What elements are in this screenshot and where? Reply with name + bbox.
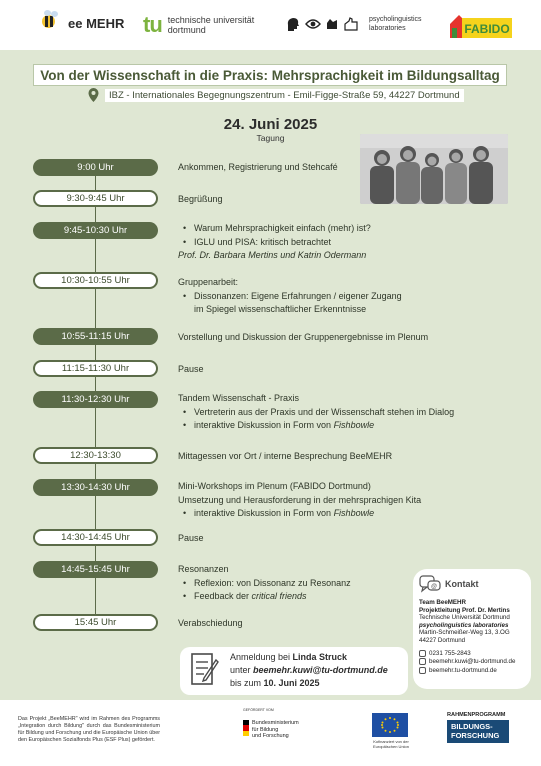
agenda-entry — [178, 222, 371, 263]
contact-lead: Projektleitung Prof. Dr. Mertins — [419, 606, 510, 614]
registration-text — [230, 651, 388, 690]
agenda-entry — [178, 617, 243, 631]
entry-text: Begrüßung — [178, 194, 223, 204]
time-slot — [33, 222, 158, 239]
location-pin-icon — [88, 88, 99, 102]
location — [88, 87, 464, 103]
time-label: 11:15-11:30 Uhr — [61, 363, 130, 374]
entry-title: Mini-Workshops im Plenum (FABIDO Dortmund) — [178, 481, 371, 491]
agenda-entry — [178, 450, 392, 464]
contact-card — [413, 569, 531, 689]
registration-form-icon — [190, 650, 220, 690]
time-label: 14:45-15:45 Uhr — [61, 564, 130, 575]
time-label: 10:55-11:15 Uhr — [61, 331, 130, 342]
entry-bullet — [178, 419, 454, 433]
tu-dortmund-logo — [143, 14, 254, 36]
entry-text: Vorstellung und Diskussion der Gruppenergebnisse im Plenum — [178, 332, 429, 342]
entry-text: Pause — [178, 533, 204, 543]
bullet-text: Feedback der — [194, 591, 252, 601]
fabido-logo — [450, 12, 512, 38]
time-label: 9:45-10:30 Uhr — [63, 225, 128, 236]
email-icon — [419, 658, 426, 665]
entry-title: Resonanzen — [178, 564, 229, 574]
entry-bullet: • Reflexion: von Dissonanz zu Resonanz — [178, 577, 351, 591]
head-profile-icon — [285, 16, 301, 32]
time-label: 12:30-13:30 — [70, 450, 121, 461]
contact-chat-icon — [419, 575, 441, 593]
time-label: 9:30-9:45 Uhr — [66, 193, 125, 204]
time-label: 10:30-10:55 Uhr — [61, 275, 130, 286]
contact-city: 44227 Dortmund — [419, 636, 466, 644]
agenda-entry — [178, 193, 223, 207]
entry-bullet: • IGLU und PISA: kritisch betrachtet — [178, 236, 371, 250]
contact-uni: Technische Universität Dortmund — [419, 614, 510, 622]
time-slot — [33, 328, 158, 345]
agenda-entry — [178, 480, 421, 521]
entry-text: Verabschiedung — [178, 618, 243, 628]
registration-line1: Anmeldung bei — [230, 652, 293, 662]
page-title: Von der Wissenschaft in die Praxis: Mehrsprachigkeit im Bildungsalltag — [40, 67, 500, 83]
title-banner — [33, 64, 507, 86]
event-date: 24. Juni 2025 — [223, 116, 318, 133]
registration-deadline: 10. Juni 2025 — [263, 678, 320, 688]
agenda-entry — [178, 276, 402, 317]
contact-email[interactable]: beemehr.kuwi@tu-dortmund.de — [429, 658, 516, 666]
agenda-entry — [178, 363, 204, 377]
time-slot — [33, 391, 158, 408]
bmbf-line2: für Bildung — [252, 726, 279, 733]
time-slot — [33, 360, 158, 377]
time-label: 9:00 Uhr — [77, 162, 114, 173]
event-subtitle: Tagung — [256, 133, 285, 143]
tu-name-line1: technische universität — [167, 15, 255, 25]
location-text: IBZ - Internationales Begegnungszentrum - Emil-Figge-Straße 59, 44227 Dortmund — [105, 89, 464, 102]
time-label: 14:30-14:45 Uhr — [61, 532, 130, 543]
eu-flag-icon — [372, 713, 408, 737]
registration-line2: unter — [230, 665, 254, 675]
phone-icon — [419, 650, 426, 657]
rahmenprogramm-logo — [447, 712, 509, 743]
bullet-text: interaktive Diskussion in Form von — [194, 508, 334, 518]
entry-bullet — [178, 507, 421, 521]
time-slot — [33, 447, 158, 464]
entry-text: Pause — [178, 364, 204, 374]
entry-text: Ankommen, Registrierung und Stehcafé — [178, 162, 338, 172]
entry-bullet — [178, 590, 351, 604]
bullet-italic: critical friends — [251, 591, 307, 601]
psy-name-line1: psycholinguistics — [369, 16, 422, 23]
time-slot — [33, 561, 158, 578]
contact-phone[interactable]: 0231 755-2843 — [429, 649, 471, 657]
eu-caption: Kofinanziert von der Europäischen Union — [372, 739, 410, 749]
beemehr-text: ee MEHR — [68, 15, 125, 31]
entry-title: Tandem Wissenschaft - Praxis — [178, 393, 300, 403]
registration-line3: bis zum — [230, 678, 264, 688]
agenda-entry — [178, 161, 338, 175]
entry-title: Gruppenarbeit: — [178, 277, 239, 287]
time-slot — [33, 479, 158, 496]
bmbf-line3: und Forschung — [252, 733, 289, 739]
bildung-line1: BILDUNGS- — [451, 722, 493, 731]
bullet-text: interaktive Diskussion in Form von — [194, 420, 334, 430]
eye-icon — [305, 18, 321, 30]
bmbf-logo — [243, 708, 299, 740]
contact-team: Team BeeMEHR — [419, 599, 466, 606]
time-slot — [33, 614, 158, 631]
team-photo — [360, 134, 508, 204]
speaker-names: Prof. Dr. Barbara Mertins und Katrin Odermann — [178, 250, 367, 260]
agenda-entry — [178, 331, 428, 345]
entry-bullet: • Dissonanzen: Eigene Erfahrungen / eigener Zugang — [178, 290, 402, 304]
contact-lab: psycholinguistics laboratories — [419, 621, 509, 629]
time-slot — [33, 190, 158, 207]
brain-icon — [325, 17, 339, 31]
agenda-entry — [178, 563, 351, 604]
psycholinguistics-logo — [285, 15, 422, 33]
contact-label: Kontakt — [445, 579, 479, 589]
bildung-line2: FORSCHUNG — [451, 731, 500, 740]
web-icon — [419, 667, 426, 674]
registration-email[interactable]: beemehr.kuwi@tu-dortmund.de — [253, 665, 388, 675]
fabido-text: FABIDO — [464, 22, 510, 36]
rahmen-label: RAHMENPROGRAMM — [447, 712, 506, 718]
funding-note: Das Projekt „BeeMEHR" wird im Rahmen des Programms „Integration durch Bildung" durch das Bundesministerium für Bildung und Forschung und die Europäische Union über den Europäischen Sozialfonds Plus (ESF Plus) gefördert. — [18, 716, 160, 743]
time-label: 13:30-14:30 Uhr — [61, 482, 130, 493]
tu-name-line2: dortmund — [167, 25, 206, 35]
german-flag-icon — [243, 720, 249, 736]
contact-web[interactable]: beemehr.tu-dortmund.de — [429, 666, 497, 674]
time-label: 15:45 Uhr — [74, 617, 117, 628]
time-slot — [33, 529, 158, 546]
entry-subtitle: Umsetzung und Herausforderung in der mehrsprachigen Kita — [178, 494, 422, 505]
time-slot — [33, 272, 158, 289]
psy-name-line2: laboratories — [369, 25, 406, 32]
svg-text:@: @ — [430, 584, 438, 590]
bullet-italic: Fishbowle — [333, 508, 375, 518]
header — [0, 0, 541, 50]
time-slot — [33, 159, 158, 176]
hand-icon — [343, 17, 359, 31]
time-label: 11:30-12:30 Uhr — [61, 394, 130, 405]
tu-mark: tu — [143, 12, 162, 37]
registration-contact-name: Linda Struck — [292, 652, 348, 662]
bmbf-line1: Bundesministerium — [252, 720, 299, 726]
agenda-entry — [178, 532, 204, 546]
entry-text: Mittagessen vor Ort / interne Besprechung BeeMEHR — [178, 451, 393, 461]
contact-street: Martin-Schmeißer-Weg 13, 3.OG — [419, 629, 510, 637]
bullet-italic: Fishbowle — [333, 420, 375, 430]
beemehr-logo — [38, 12, 124, 34]
entry-bullet-continuation: im Spiegel wissenschaftlicher Erkenntnisse — [194, 304, 367, 314]
agenda-entry — [178, 392, 454, 433]
entry-bullet: • Warum Mehrsprachigkeit einfach (mehr) ist? — [178, 222, 371, 236]
entry-bullet: • Vertreterin aus der Praxis und der Wissenschaft stehen im Dialog — [178, 406, 454, 420]
bmbf-gefoerdert: GEFÖRDERT VOM — [243, 708, 274, 712]
bee-icon — [38, 12, 66, 34]
